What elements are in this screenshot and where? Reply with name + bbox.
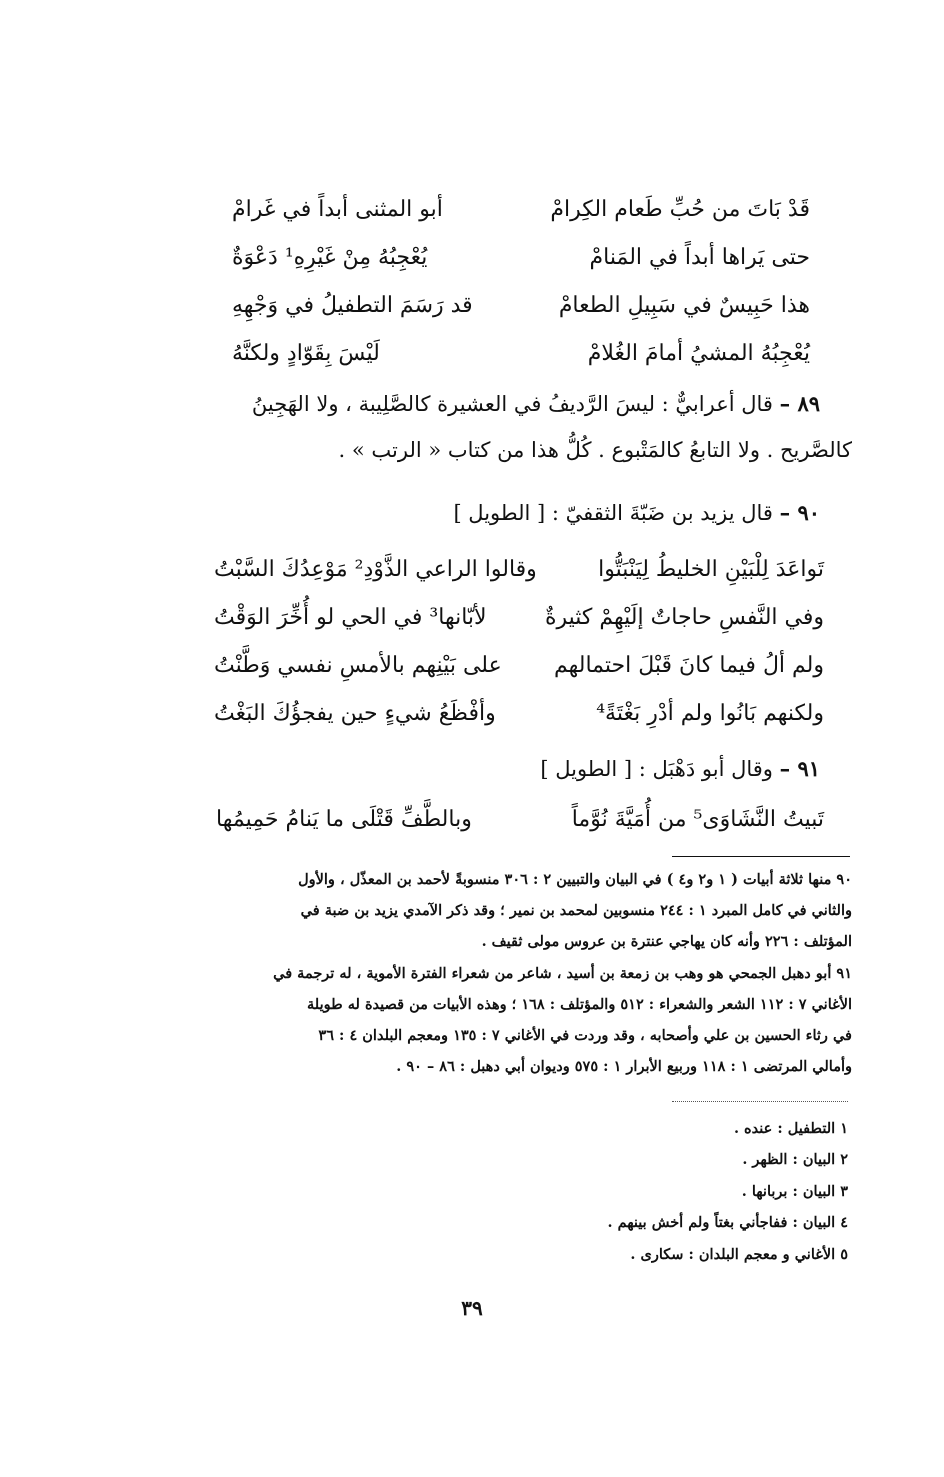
verse-hemistich-first: ولكنهم بَانُوا ولم أدْرِ بَغْتَةً⁴: [596, 701, 824, 726]
item-number: ٩١ –: [779, 756, 820, 781]
verse-hemistich-second: وبالطَّفِّ قَتْلَى ما يَنامُ حَمِيمُها: [216, 807, 472, 832]
paragraph-text: كالصَّريح . ولا التابعُ كالمَتْبوع . كُلُّ هذا من كتاب « الرتب » .: [338, 438, 852, 462]
verse-hemistich-first: قَدْ بَاتَ من حُبِّ طَعام الكِرامْ: [550, 197, 810, 222]
verse-line: [216, 796, 824, 844]
verse-hemistich-second: أبو المثنى أبداً في غَرامْ: [232, 197, 443, 222]
verse-hemistich-second: قد رَسَمَ التطفيلُ في وَجْهِهِ: [232, 293, 473, 318]
variant-note: ٥ الأغاني و معجم البلدان : سكارى .: [630, 1246, 848, 1263]
variant-note: ٣ البيان : بربانها .: [741, 1183, 848, 1200]
verse-line: [214, 546, 824, 594]
poem-block-1: [232, 186, 810, 378]
footnote-line: ٩٠ منها ثلاثة أبيات ( ١ و٢ و٤ ) في البيان والتبيين ٢ : ٣٠٦ منسوبةً لأحمد بن المعذّل ، والأول: [298, 871, 852, 888]
verse-hemistich-second: لأبّانها³ في الحي لو أُخِّرَ الوَقْتُ: [214, 605, 487, 630]
footnote-line: والثاني في كامل المبرد ١ : ٢٤٤ منسوبين لمحمد بن نمير ؛ وقد ذكر الآمدي يزيد بن ضبة في: [300, 902, 852, 919]
verse-hemistich-first: حتى يَراها أبداً في المَنامْ: [589, 245, 810, 270]
verse-line: [214, 690, 824, 738]
footnote-line: وأمالي المرتضى ١ : ١١٨ وربيع الأبرار ١ : ٥٧٥ وديوان أبي دهبل : ٨٦ – ٩٠ .: [396, 1058, 852, 1075]
verse-hemistich-second: على بَيْنِهم بالأمسِ نفسي وَطَّنْتُ: [214, 653, 502, 678]
footnote-line: ٩١ أبو دهبل الجمحي هو وهب بن زمعة بن أسيد ، شاعر من شعراء الفترة الأموية ، له ترجمة في: [273, 965, 852, 982]
verse-hemistich-second: يُعْجِبُهُ مِنْ غَيْرِهِ¹ دَعْوَةٌ: [232, 245, 428, 270]
verse-hemistich-second: وقالوا الراعي الذَّوْدِ² مَوْعِدُكَ السَّبْتُ: [214, 557, 537, 582]
page-number: ٣٩: [461, 1296, 483, 1320]
footnote-90: [298, 864, 852, 957]
item-number: ٩٠ –: [779, 500, 820, 525]
poem-heading: وقال أبو دَهْبَل : [ الطويل ]: [540, 757, 773, 781]
item-89-line-2: [339, 440, 852, 461]
verse-line: [232, 186, 810, 234]
verse-line: [232, 282, 810, 330]
footnote-91: [273, 958, 852, 1082]
poem-block-91: [216, 796, 824, 844]
verse-hemistich-first: هذا حَبِيسٌ في سَبِيلِ الطعامْ: [558, 293, 810, 318]
verse-line: [232, 330, 810, 378]
verse-line: [214, 594, 824, 642]
footnote-line: في رثاء الحسين بن علي وأصحابه ، وقد وردت في الأغاني ٧ : ١٣٥ ومعجم البلدان ٤ : ٣٦: [318, 1027, 852, 1044]
verse-hemistich-second: لَيْسَ بِقَوّادٍ ولكنَّهُ: [232, 341, 380, 366]
variant-note: ٤ البيان : ففاجأني بغتاً ولم أخش بينهم .: [607, 1214, 848, 1231]
verse-hemistich-first: يُعْجِبُهُ المشيُ أمامَ الغُلامْ: [587, 341, 810, 366]
verse-line: [214, 642, 824, 690]
verse-hemistich-first: وفي النَّفسِ حاجاتٌ إلَيْهِمْ كثيرةٌ: [544, 605, 824, 630]
variant-note: ١ التطفيل : عنده .: [733, 1120, 848, 1137]
item-number: ٨٩ –: [779, 391, 820, 416]
item-90-heading: [453, 502, 820, 524]
item-91-heading: [540, 758, 820, 780]
poem-heading: قال يزيد بن ضَبّةَ الثقفيّ : [ الطويل ]: [453, 501, 773, 525]
footnote-line: المؤتلف : ٢٢٦ وأنه كان يهاجي عنترة بن عروس مولى ثقيف .: [481, 933, 852, 950]
verse-hemistich-first: ولم ألُ فيما كانَ قَبْلَ احتمالهم: [553, 653, 824, 678]
paragraph-text: قال أعرابيٌّ : ليسَ الرَّديفُ في العشيرة كالصَّلِيبة ، ولا الهَجِينُ: [251, 392, 773, 416]
poem-block-90: [214, 546, 824, 738]
verse-hemistich-first: تَواعَدَ لِلْبَيْنِ الخليطُ لِيَنْبَتُّوا: [598, 557, 824, 582]
verse-line: [232, 234, 810, 282]
notes-divider: [672, 1101, 848, 1102]
footnote-line: الأغاني ٧ : ١١٢ الشعر والشعراء : ٥١٢ والمؤتلف : ١٦٨ ؛ وهذه الأبيات من قصيدة له طويلة: [307, 996, 852, 1013]
footnote-divider: [672, 856, 850, 857]
verse-hemistich-second: وأفْظَعُ شيءٍ حين يفجؤُكَ البَغْتُ: [214, 701, 496, 726]
verse-hemistich-first: تَبيتُ النَّشَاوَى⁵ من أُمَيَّةَ نُوَّماً: [571, 807, 824, 832]
variant-note: ٢ البيان : الظهر .: [742, 1151, 848, 1168]
item-89-line-1: [252, 393, 820, 415]
